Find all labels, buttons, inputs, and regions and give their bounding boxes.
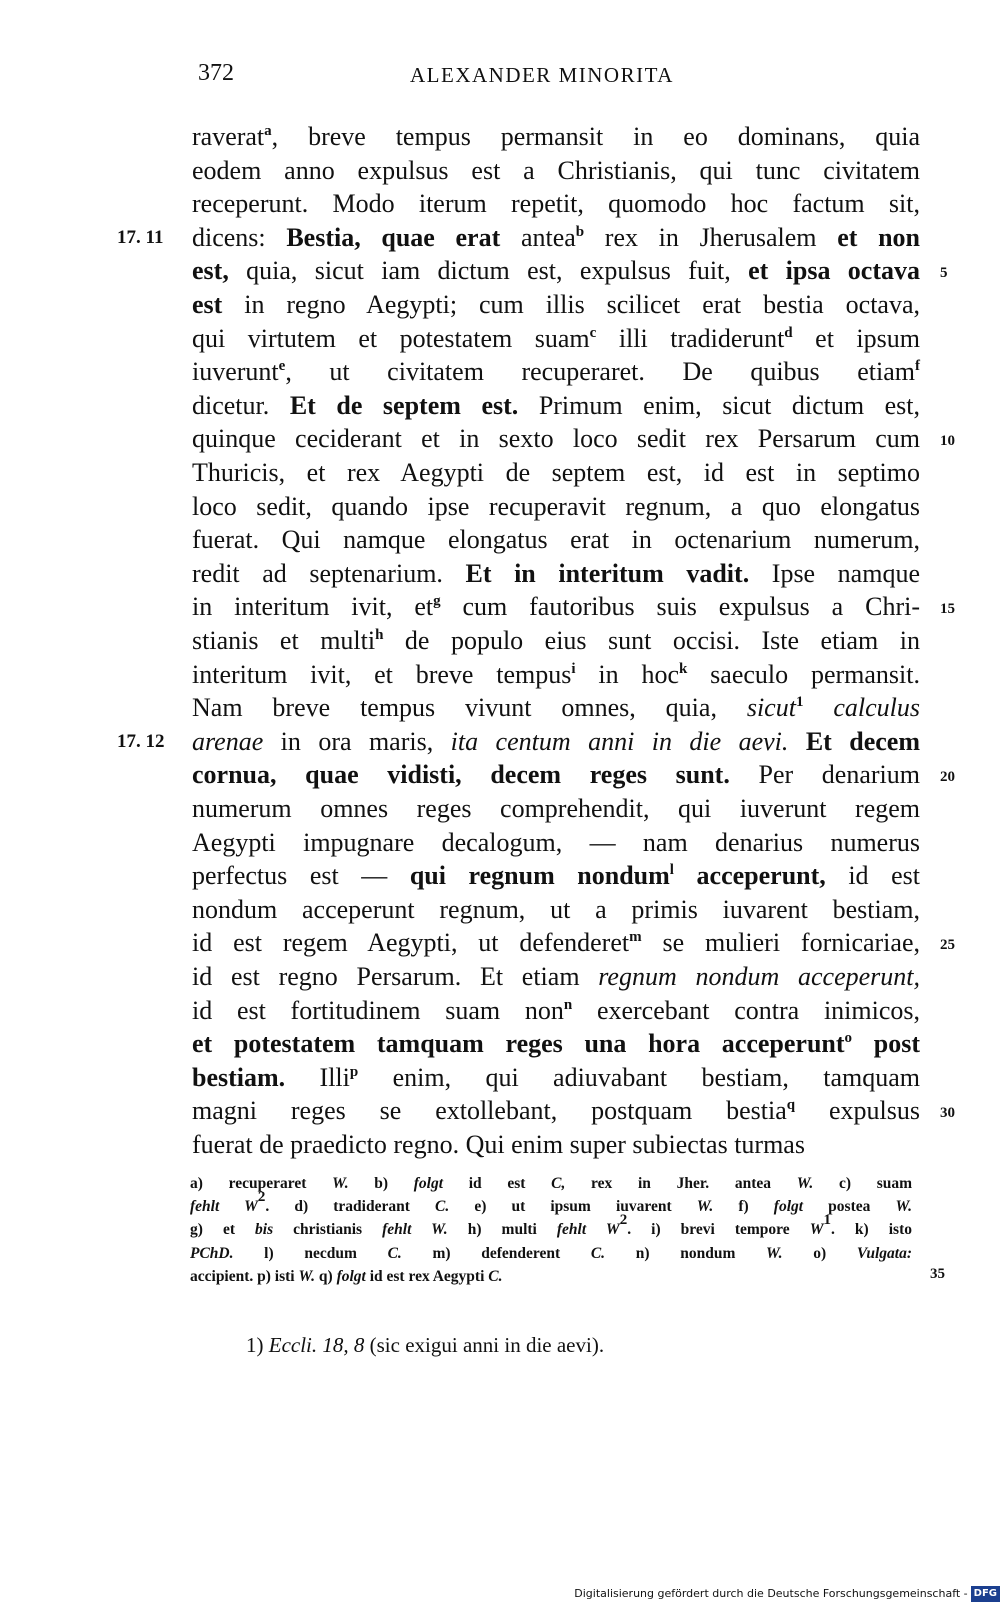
line-number: 30 — [940, 1105, 955, 1122]
text-line: Thuricis, et rex Aegypti de septem est, id est in septimo — [192, 458, 920, 487]
text-line: fuerat. Qui namque elongatus erat in octenarium numerum, — [192, 525, 920, 555]
line-number: 20 — [940, 769, 955, 786]
footnote-line: accipient. p) isti W. q) folgt id est rex Aegypti C. — [190, 1267, 503, 1285]
text-line: id est fortitudinem suam non$^n$ exercebant contra inimicos, — [192, 995, 920, 1025]
text-line: eodem anno expulsus est a Christianis, qui tunc civitatem — [192, 155, 920, 185]
verse-reference: 17. 11 — [117, 226, 164, 248]
footnote-line: a) recuperaret W. b) folgt id est C, rex in Jher. antea W. c) suam — [190, 1175, 913, 1192]
page-number: 372 — [198, 60, 234, 86]
text-line: dicens: Bestia, quae erat antea$^b$ rex in Jherusalem et non — [192, 222, 920, 252]
footnote-line: fehlt $W^2$. d) tradiderant C. e) ut ipsum iuvarent W. f) folgt postea W. — [190, 1189, 912, 1216]
text-line: iuverunt$^e$, ut civitatem recuperaret. De quibus etiam$^f$ — [192, 357, 920, 387]
text-line: redit ad septenarium. Et in interitum vadit. Ipse namque — [192, 558, 920, 588]
text-line: id est regno Persarum. Et etiam regnum nondum acceperunt, — [192, 962, 921, 991]
source-note: 1) Eccli. 18, 8 (sic exigui anni in die aevi). — [246, 1333, 605, 1357]
text-line: perfectus est — qui regnum nondum$^l$ acceperunt, id est — [192, 861, 920, 891]
line-number: 25 — [940, 937, 955, 954]
text-line: in interitum ivit, $et^g$ cum fautoribus suis expulsus a Chri- — [192, 592, 920, 622]
text-line: interitum ivit, et breve tempus$^i$ in hoc$^k$ saeculo permansit. — [192, 659, 920, 689]
verse-reference: 17. 12 — [117, 730, 165, 752]
footnote-line: g) et bis christianis fehlt W. h) multi fehlt $W^2$. i) brevi tempore $W^1$. k) isto — [190, 1212, 912, 1239]
line-number: 5 — [940, 265, 948, 282]
text-line: cornua, quae vidisti, decem reges sunt. Per denarium — [192, 760, 920, 790]
credit-text: Digitalisierung gefördert durch die Deutsche Forschungsgemeinschaft - — [574, 1587, 968, 1600]
text-line: est, quia, sicut iam dictum est, expulsus fuit, et ipsa octava — [192, 256, 920, 286]
text-line: magni reges se extollebant, postquam bestia$^q$ expulsus — [192, 1096, 920, 1126]
text-line: receperunt. Modo iterum repetit, quomodo hoc factum sit, — [192, 189, 920, 219]
text-line: est in regno Aegypti; cum illis scilicet erat bestia octava, — [192, 290, 920, 319]
text-line: stianis et multi$^h$ de populo eius sunt occisi. Iste etiam in — [192, 626, 920, 655]
text-line: id est regem Aegypti, ut defenderet$^m$ se mulieri fornicariae, — [192, 928, 920, 958]
text-line: loco sedit, quando ipse recuperavit regnum, a quo elongatus — [192, 491, 920, 521]
digitization-credit — [574, 1583, 1000, 1605]
text-line: bestiam. Illi$^p$ enim, qui adiuvabant bestiam, tamquam — [192, 1062, 920, 1092]
text-line: fuerat de praedicto regno. Qui enim super subiectas turmas — [192, 1130, 805, 1159]
line-number: 15 — [940, 601, 955, 618]
running-header — [198, 60, 918, 96]
text-line: Aegypti impugnare decalogum, — nam denarius numerus — [192, 827, 920, 857]
text-line: nondum acceperunt regnum, ut a primis iuvarent bestiam, — [192, 894, 920, 924]
text-line: Nam breve tempus vivunt omnes, quia, sicut$^1$ calculus — [192, 693, 921, 723]
footnote-line: PChD. l) necdum C. m) defenderent C. n) nondum W. o) Vulgata: — [190, 1244, 912, 1262]
line-number: 10 — [940, 433, 955, 450]
text-line: qui virtutem et potestatem suam$^c$ illi tradiderunt$^d$ et ipsum — [192, 323, 920, 353]
text-line: et potestatem tamquam reges una hora acceperunt$^o$ post — [192, 1029, 921, 1059]
text-line: raverat$^a$, breve tempus permansit in eo dominans, quia — [192, 122, 920, 151]
running-title: ALEXANDER MINORITA — [410, 63, 674, 87]
text-line: dicetur. Et de septem est. Primum enim, sicut dictum est, — [192, 390, 920, 420]
footnote-line-number: 35 — [930, 1266, 945, 1282]
dfg-logo: DFG — [971, 1586, 1000, 1602]
text-line: quinque ceciderant et in sexto loco sedit rex Persarum cum — [192, 424, 920, 454]
text-line: arenae in ora maris, ita centum anni in die aevi. Et decem — [192, 726, 921, 756]
text-line: numerum omnes reges comprehendit, qui iuverunt regem — [192, 794, 920, 823]
